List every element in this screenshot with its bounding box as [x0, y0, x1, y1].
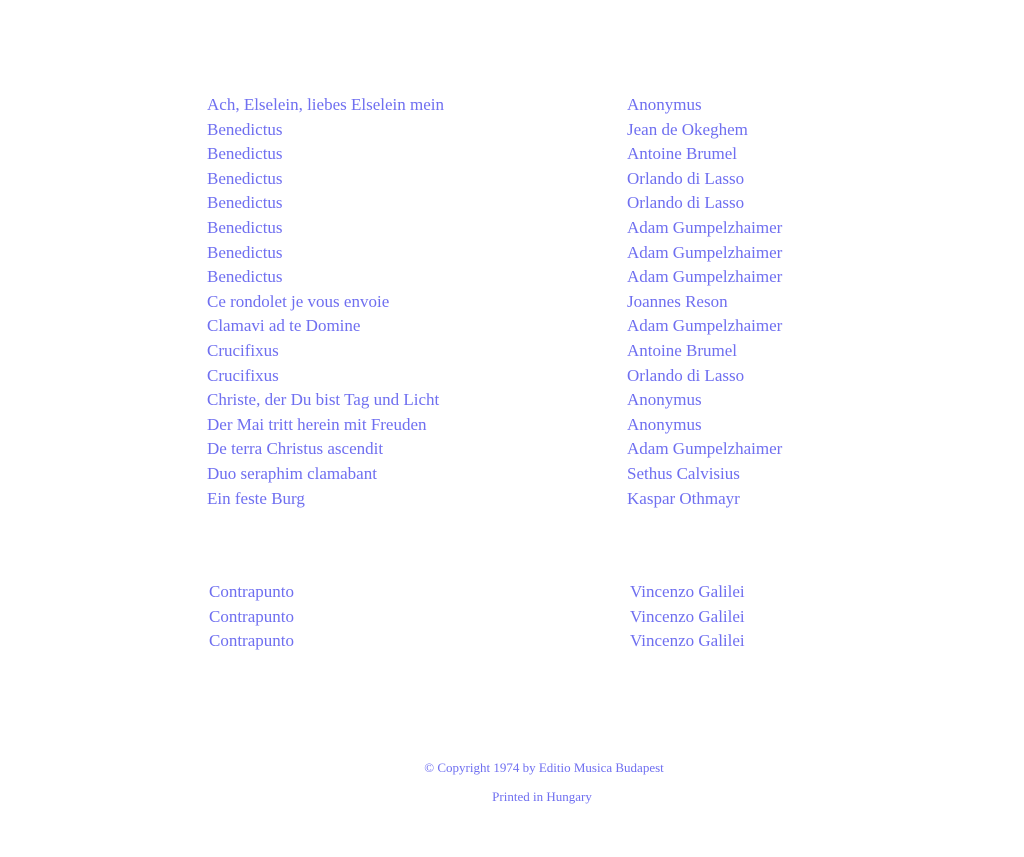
list-item [0, 339, 1024, 364]
composer-name: Anonymus [627, 390, 702, 410]
composer-name: Sethus Calvisius [627, 463, 740, 483]
list-item [0, 290, 1024, 315]
work-title: Christe, der Du bist Tag und Licht [207, 390, 440, 410]
work-title: Benedictus [207, 193, 283, 213]
work-title: Clamavi ad te Domine [207, 316, 361, 336]
work-title: Benedictus [207, 168, 283, 188]
work-title: Benedictus [207, 242, 283, 262]
list-item [0, 167, 1024, 192]
work-title: Contrapunto [209, 582, 294, 601]
work-title: Ach, Elselein, liebes Elselein mein [207, 95, 444, 114]
work-title: Ce rondolet je vous envoie [207, 291, 390, 311]
list-item [0, 629, 1024, 654]
list-item [0, 142, 1024, 167]
list-item [0, 118, 1024, 143]
work-title: Benedictus [207, 267, 283, 287]
work-title: Benedictus [207, 144, 283, 164]
works-list-section-two [0, 580, 1024, 654]
work-title: Ein feste Burg [207, 488, 305, 508]
composer-name: Adam Gumpelzhaimer [627, 316, 783, 336]
list-item [0, 388, 1024, 413]
list-item [0, 605, 1024, 630]
work-title: Der Mai tritt herein mit Freuden [207, 414, 427, 434]
list-item [0, 487, 1024, 512]
work-title: Contrapunto [209, 606, 294, 626]
works-list-section-one [0, 93, 1024, 511]
composer-name: Antoine Brumel [627, 144, 738, 164]
work-title: Crucifixus [207, 340, 279, 360]
composer-name: Anonymus [627, 95, 702, 114]
work-title: De terra Christus ascendit [207, 439, 384, 459]
composer-name: Joannes Reson [627, 291, 728, 311]
work-title: Benedictus [207, 217, 283, 237]
list-item [0, 191, 1024, 216]
composer-name: Kaspar Othmayr [627, 488, 740, 508]
composer-name: Orlando di Lasso [627, 193, 745, 213]
list-item [0, 265, 1024, 290]
composer-name: Vincenzo Galilei [630, 606, 745, 626]
list-item [0, 413, 1024, 438]
work-title: Contrapunto [209, 631, 294, 651]
composer-name: Adam Gumpelzhaimer [627, 267, 783, 287]
work-title: Duo seraphim clamabant [207, 463, 377, 483]
composer-name: Orlando di Lasso [627, 168, 745, 188]
composer-name: Antoine Brumel [627, 340, 738, 360]
list-item [0, 437, 1024, 462]
composer-name: Anonymus [627, 414, 702, 434]
list-item [0, 241, 1024, 266]
printed-in-note: Printed in Hungary [492, 789, 592, 804]
work-title: Crucifixus [207, 365, 279, 385]
list-item [0, 216, 1024, 241]
composer-name: Vincenzo Galilei [630, 631, 745, 651]
list-item [0, 314, 1024, 339]
composer-name: Jean de Okeghem [627, 119, 748, 139]
composer-name: Vincenzo Galilei [630, 582, 745, 601]
composer-name: Orlando di Lasso [627, 365, 745, 385]
list-item [0, 364, 1024, 389]
list-item [0, 580, 1024, 605]
list-item [0, 462, 1024, 487]
composer-name: Adam Gumpelzhaimer [627, 217, 783, 237]
work-title: Benedictus [207, 119, 283, 139]
composer-name: Adam Gumpelzhaimer [627, 439, 783, 459]
composer-name: Adam Gumpelzhaimer [627, 242, 783, 262]
copyright-notice: © Copyright 1974 by Editio Musica Budapest [424, 760, 664, 775]
list-item [0, 93, 1024, 118]
